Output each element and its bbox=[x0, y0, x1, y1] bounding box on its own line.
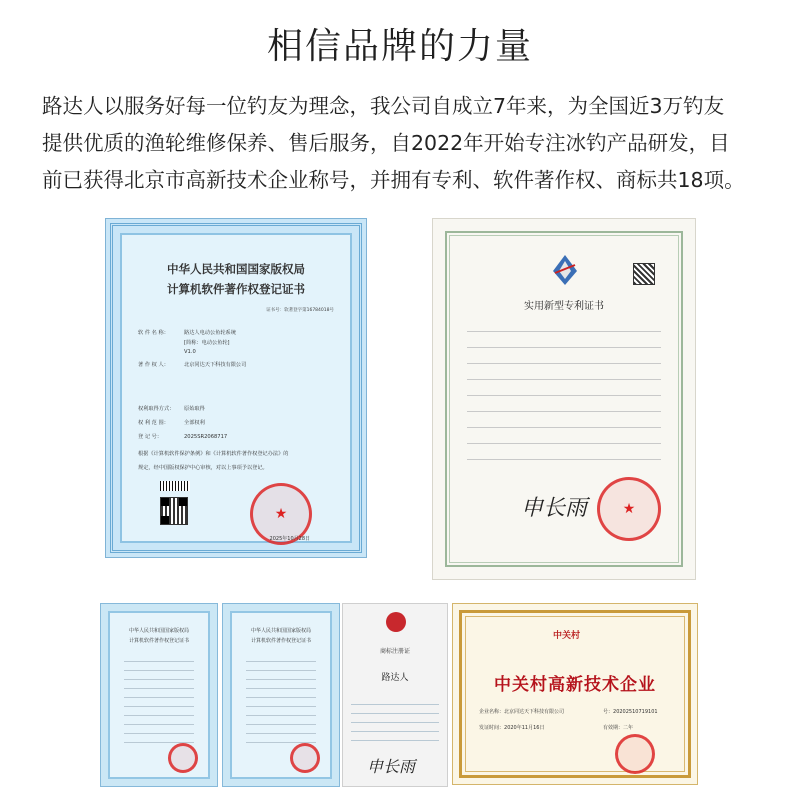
software-name-value: 路达人电动公鱼轮系统 bbox=[184, 330, 236, 336]
text-line bbox=[467, 411, 661, 412]
software-name-label: 软 件 名 称： bbox=[138, 330, 169, 336]
certificate-body bbox=[120, 233, 352, 543]
text-line bbox=[467, 379, 661, 380]
certificate-clause-2: 规定，经中国版权保护中心审核，对以上事项予以登记。 bbox=[138, 465, 268, 471]
registration-label: 登 记 号： bbox=[138, 434, 163, 440]
number-row bbox=[603, 708, 658, 715]
certificate-title-line-1: 中华人民共和国国家版权局 bbox=[128, 628, 189, 634]
page-headline: 相信品牌的力量 bbox=[266, 26, 533, 67]
patent-certificate-title: 实用新型专利证书 bbox=[524, 301, 604, 312]
text-line bbox=[467, 459, 661, 460]
zgc-title: 中关村高新技术企业 bbox=[494, 675, 656, 695]
owner-row bbox=[138, 361, 246, 368]
method-value: 原始取得 bbox=[184, 406, 205, 412]
issue-date-label: 发证时间： bbox=[479, 725, 505, 731]
software-version: V1.0 bbox=[184, 349, 196, 355]
certificate-title-line-1: 中华人民共和国国家版权局 bbox=[250, 628, 311, 634]
barcode-icon bbox=[160, 481, 190, 491]
text-lines bbox=[246, 653, 316, 743]
scope-label: 权 利 范 围： bbox=[138, 420, 169, 426]
director-signature: 申长雨 bbox=[521, 496, 588, 521]
registration-value: 2025SR2068717 bbox=[184, 434, 228, 440]
certificate-date: 2025年10月28日 bbox=[269, 536, 310, 542]
red-seal-icon: ★ bbox=[597, 477, 661, 541]
registration-row bbox=[138, 433, 227, 440]
national-emblem-icon bbox=[386, 612, 406, 632]
patent-office-logo-icon bbox=[551, 253, 579, 287]
company-label: 企业名称： bbox=[479, 709, 505, 715]
validity-label: 有效期： bbox=[603, 725, 624, 731]
certificate-body bbox=[108, 611, 210, 779]
red-seal-icon: ★ bbox=[250, 483, 312, 545]
trademark-name: 路达人 bbox=[381, 673, 409, 683]
red-seal-icon bbox=[290, 743, 320, 773]
certificate-serial: 证书号：软著登字第16784018号 bbox=[266, 308, 334, 313]
intro-line-3: 前已获得北京市高新技术企业称号，并拥有专利、软件著作权、商标共18项。 bbox=[42, 168, 745, 192]
software-short-name: [简称：电动公鱼轮] bbox=[184, 340, 230, 346]
qr-code-icon bbox=[160, 497, 188, 525]
text-line bbox=[467, 363, 661, 364]
owner-label: 著 作 权 人： bbox=[138, 362, 169, 368]
issue-date-value: 2020年11月16日 bbox=[504, 725, 545, 731]
software-copyright-certificate bbox=[105, 218, 367, 558]
director-signature: 申长雨 bbox=[367, 757, 416, 776]
text-line bbox=[467, 443, 661, 444]
certificate-body bbox=[230, 611, 332, 779]
certificate-clause-1: 根据《计算机软件保护条例》和《计算机软件著作权登记办法》的 bbox=[138, 451, 289, 457]
intro-line-2: 提供优质的渔轮维修保养、售后服务，自2022年开始专注冰钓产品研发，目 bbox=[42, 131, 730, 155]
intro-paragraph bbox=[42, 88, 762, 199]
trademark-heading: 商标注册证 bbox=[379, 648, 410, 655]
method-row bbox=[138, 405, 205, 412]
company-row bbox=[479, 708, 564, 715]
owner-value: 北京同达天下科技有限公司 bbox=[184, 362, 247, 368]
small-software-certificate-2 bbox=[222, 603, 340, 787]
certificate-title-line-2: 计算机软件著作权登记证书 bbox=[167, 282, 305, 296]
text-line bbox=[467, 331, 661, 332]
small-software-certificate-1 bbox=[100, 603, 218, 787]
text-line bbox=[467, 395, 661, 396]
text-lines bbox=[351, 696, 439, 746]
number-value: 20202510719101 bbox=[613, 709, 658, 715]
method-label: 权利取得方式： bbox=[138, 406, 175, 412]
text-line bbox=[467, 427, 661, 428]
software-name-row bbox=[138, 329, 236, 336]
red-seal-icon bbox=[168, 743, 198, 773]
issue-date-row bbox=[479, 724, 544, 731]
validity-row bbox=[603, 724, 633, 731]
certificate-title-line-2: 计算机软件著作权登记证书 bbox=[128, 638, 189, 644]
text-line bbox=[467, 347, 661, 348]
trademark-registration-certificate bbox=[342, 603, 448, 787]
zhongguancun-hightech-certificate bbox=[452, 603, 698, 785]
certificate-title-line-2: 计算机软件著作权登记证书 bbox=[250, 638, 311, 644]
utility-patent-certificate bbox=[432, 218, 696, 580]
certificate-title-line-1: 中华人民共和国国家版权局 bbox=[167, 262, 305, 276]
scope-row bbox=[138, 419, 205, 426]
intro-line-1: 路达人以服务好每一位钓友为理念，我公司自成立7年来，为全国近3万钓友 bbox=[42, 94, 725, 118]
company-value: 北京同达天下科技有限公司 bbox=[504, 709, 565, 715]
validity-value: 二年 bbox=[623, 725, 634, 731]
number-label: 号： bbox=[603, 709, 614, 715]
red-seal-icon bbox=[615, 734, 655, 774]
scope-value: 全部权利 bbox=[184, 420, 205, 426]
qr-code-icon bbox=[633, 263, 655, 285]
text-lines bbox=[124, 653, 194, 743]
zgc-logo: 中关村 bbox=[553, 631, 581, 641]
